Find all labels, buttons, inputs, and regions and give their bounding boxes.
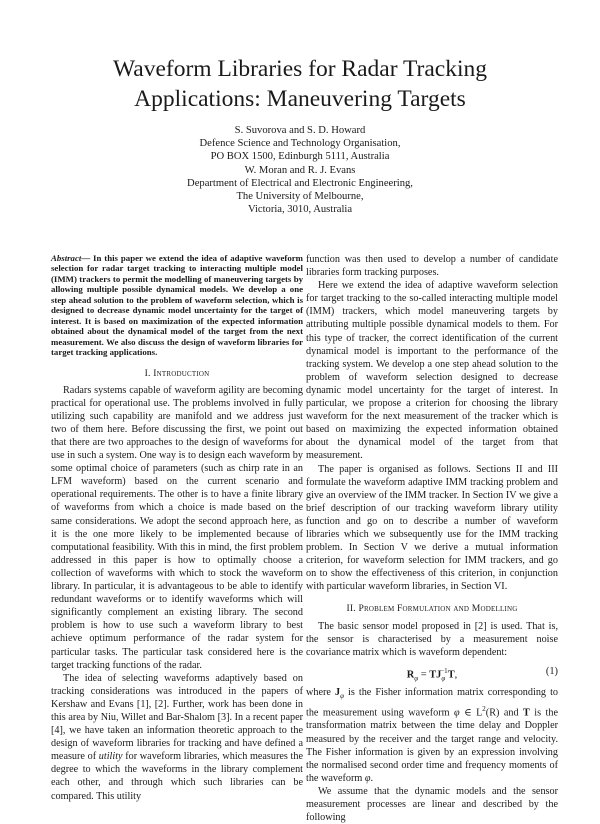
intro-paragraph-2	[51, 672, 303, 803]
p2-phi: φ	[453, 707, 460, 719]
p2-text-a: is the Fisher information matrix corresponding to the measurement using waveform	[306, 686, 559, 719]
paper-title	[60, 54, 540, 114]
p2-phi-2: φ	[364, 772, 371, 784]
equation-1-number: (1)	[545, 665, 558, 677]
p2-where: where	[306, 686, 335, 698]
p2-and: and	[499, 707, 524, 719]
title-line-1: Waveform Libraries for Radar Tracking	[113, 56, 487, 82]
p2-in: ∈ L	[459, 707, 483, 719]
affiliation-1-address: PO BOX 1500, Edinburgh 5111, Australia	[210, 151, 390, 163]
equation-1-expression: $R_\varphi = TJ_\varphi^{-1}T$,	[406, 666, 458, 683]
author-block	[100, 124, 500, 216]
affiliation-2-dept: Department of Electrical and Electronic Engineering,	[187, 177, 413, 189]
affiliation-1-org: Defence Science and Technology Organisation,	[199, 138, 401, 150]
p2-sq: 2	[482, 704, 486, 713]
right-column	[306, 253, 558, 824]
affiliation-2-univ: The University of Melbourne,	[236, 191, 364, 203]
section-2-paragraph-3: We assume that the dynamic models and the sensor measurement processes are linear and described by the following	[306, 785, 558, 824]
section-1-heading: I. Introduction	[144, 367, 210, 379]
abstract-lead: Abstract	[51, 253, 82, 263]
p2-J: J	[334, 686, 341, 698]
intro-p2-text-b: for waveform libraries, which measures the degree to which the waveforms in the library complement each other, and through which such libraries can be compared. This utility	[51, 751, 303, 802]
abstract	[51, 253, 303, 358]
author-names-2: W. Moran and R. J. Evans	[244, 164, 356, 176]
abstract-text: — In this paper we extend the idea of adaptive waveform selection for radar target tracking to interacting multiple model (IMM) trackers to permit the modelling of maneuvering targets by allowing multiple possible dynamical models. We develop a one step ahead solution to the problem of waveform selection, which is designed to decrease dynamic model uncertainty for the target of interest. It is based on maximization of the expected information obtained about the dynamical model of the target from the next measurement. We also discuss the design of waveform libraries for target tracking applications.	[51, 253, 303, 358]
p2-J-sub: φ	[340, 691, 344, 700]
author-names-1: S. Suvorova and S. D. Howard	[234, 125, 366, 136]
section-2-paragraph-1: The basic sensor model proposed in [2] is used. That is, the sensor is characterised by a measurement noise covariance matrix which is waveform dependent:	[306, 620, 558, 658]
intro-p2-text-a: The idea of selecting waveforms adaptively based on tracking considerations was introduced in the papers of Kershaw and Evans [1], [2]. Further, work has been done in this area by Niu, Willet and Bar-Shalom [3]. In a recent paper [4], we have taken an information theoretic approach to the design of waveform libraries for tracking and have defined a measure of	[51, 672, 303, 763]
affiliation-2-address: Victoria, 3010, Australia	[247, 204, 353, 216]
equation-1	[306, 662, 558, 682]
intro-paragraph-3: Here we extend the idea of adaptive waveform selection for target tracking to the so-called interacting multiple model (IMM) trackers, which model maneuvering targets by attributing multiple possible dynamical models to them. For this type of tracker, the correct identification of the current dynamical model is important to the performance of the tracking system. We develop a one step ahead solution to the problem of waveform selection designed to decrease dynamic model uncertainty for the target of interest. In particular, we propose a criterion for choosing the library waveform for the next measurement of the tracker which is based on maximizing the expected information obtained about the dynamical model of the target from that measurement.	[306, 280, 558, 462]
intro-paragraph-1: Radars systems capable of waveform agility are becoming practical for operational use. The problems involved in fully utilizing such capability are manifold and we address just two of them here. Before discussing the first, we point out that there are two approaches to the design of waveforms for use in such a system. One way is to design each waveform by some optimal choice of parameters (such as chirp rate in an LFM waveform) based on the current scenario and operational requirements. The other is to have a finite library of waveforms from which a choice is made based on the same considerations. We adopt the second approach here, as it is the one more likely to be implemented because of computational feasibility. With this in mind, the first problem addressed in this paper is how to optimally choose a collection of waveforms with which to stock the waveform library. In particular, it is advantageous to be able to identify redundant waveforms or to identify waveforms which will significantly complement an existing library. The second problem is how to use such a waveform library to best achieve optimum performance of the radar system for particular tasks. The particular task considered here is the target tracking functions of the radar.	[51, 384, 303, 671]
p2-text-b: is the transformation matrix between the time delay and Doppler measured by the receiver and the target range and velocity. The Fisher information is given by an expression involving the normalised second order time and frequency moments of the waveform	[306, 707, 558, 784]
intro-paragraph-4: The paper is organised as follows. Sections II and III formulate the waveform adaptive IMM tracking problem and give an overview of the IMM tracker. In Section IV we give a brief description of our tracking waveform library utility function and go on to describe a number of waveform libraries which we subsequently use for the IMM tracking problem. In Section V we derive a mutual information criterion, for waveform selection for IMM trackers, and go on to show the effectiveness of this criterion, in conjunction with particular waveform libraries, in Section VI.	[306, 463, 558, 593]
section-2-paragraph-2	[306, 686, 558, 785]
title-line-2: Applications: Maneuvering Targets	[134, 86, 466, 112]
section-2-heading: II. Problem Formulation and Modelling	[346, 603, 518, 615]
p2-T: T	[523, 707, 530, 719]
intro-paragraph-2-continued: function was then used to develop a number of candidate libraries form tracking purposes.	[306, 254, 558, 279]
p2-R: (R)	[485, 707, 500, 719]
intro-p2-emphasis: utility	[98, 751, 123, 763]
left-column	[51, 253, 303, 803]
p2-end: .	[370, 772, 374, 784]
